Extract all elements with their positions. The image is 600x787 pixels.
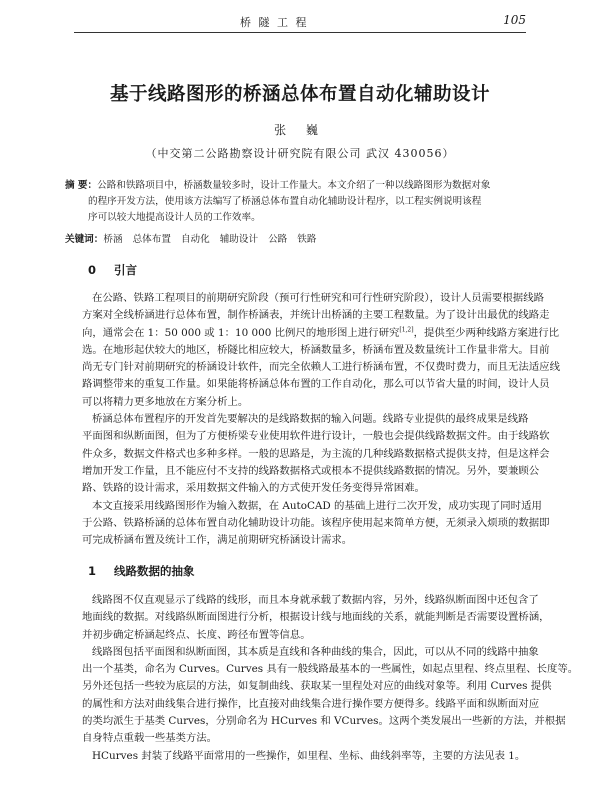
text-line: 出一个基类，命名为 Curves。Curves 具有一般线路最基本的一些属性，如起点里程、终点里程、长度等。 <box>82 663 579 676</box>
text-line: 路调整带来的重复工作量。如果能将桥涵总体布置的工作自动化，那么可以节省大量的时间，设计人员 <box>82 378 550 391</box>
keyword: 总体布置 <box>132 234 171 245</box>
text-line: 路、铁路的设计需求，采用数据文件输入的方式使开发任务变得异常困难。 <box>82 482 425 495</box>
abstract <box>65 178 540 226</box>
text-line: 方案对全线桥涵进行总体布置，制作桥涵表，并统计出桥涵的主要工程数量。为了设计出最优的线路走 <box>82 309 550 322</box>
text-line: 可以将精力更多地放在方案分析上。 <box>82 395 249 408</box>
section-number: 1 <box>88 564 97 578</box>
section-body-line-data <box>82 592 579 765</box>
section-title: 线路数据的抽象 <box>114 564 195 578</box>
text-line: 于公路、铁路桥涵的总体布置自动化辅助设计功能。该程序使用起来简单方便，无须录入烦琐的数据即 <box>82 516 550 529</box>
section-heading-line-data <box>88 563 195 579</box>
keyword: 辅助设计 <box>219 234 259 245</box>
text-line: 在公路、铁路工程项目的前期研究阶段（预可行性研究和可行性研究阶段），设计人员需要根据线路 <box>92 292 544 304</box>
text-line: 并初步确定桥涵起终点、长度、跨径布置等信息。 <box>82 628 311 641</box>
keywords-label: 关键词： <box>65 234 104 245</box>
text-line: 可完成桥涵布置及统计工作，满足前期研究桥涵设计需求。 <box>82 534 353 547</box>
section-heading-intro <box>88 262 137 278</box>
running-header <box>74 12 526 33</box>
abstract-label: 摘 要： <box>65 180 98 191</box>
affiliation: （中交第二公路勘察设计研究院有限公司 武汉 430056） <box>145 147 455 160</box>
author: 张 巍 <box>274 123 326 137</box>
citation: [1,2] <box>399 326 414 334</box>
text-line: 地面线的数据。对线路纵断面图进行分析，根据设计线与地面线的关系，就能判断是否需要设置桥涵， <box>82 611 550 624</box>
text-fragment: 向，通常会在 1：50 000 或 1：10 000 比例尺的地形图上进行研究 <box>82 326 400 339</box>
keywords <box>65 231 540 245</box>
section-body-intro <box>82 290 560 549</box>
text-line: 平面图和纵断面图，但为了方便桥梁专业使用软件进行设计，一般也会提供线路数据文件。由于线路软 <box>82 430 550 443</box>
abstract-line: 序可以较大地提高设计人员的工作效率。 <box>88 212 261 223</box>
text-line: 的属性和方法对曲线集合进行操作，比直接对曲线集合进行操作要方便得多。线路平面和纵断面对应 <box>82 697 540 710</box>
journal-name: 桥 隧 工 程 <box>240 16 309 29</box>
text-line: 的类均派生于基类 Curves，分别命名为 HCurves 和 VCurves。这两个类发展出一些新的方法，并根据 <box>82 715 566 728</box>
paper-title: 基于线路图形的桥涵总体布置自动化辅助设计 <box>109 84 490 105</box>
text-line-with-citation <box>82 325 560 342</box>
text-line: 线路图包括平面图和纵断面图，其本质是直线和各种曲线的集合，因此，可以从不同的线路中抽象 <box>92 645 539 658</box>
section-number: 0 <box>88 263 97 277</box>
text-line: 本文直接采用线路图形作为输入数据，在 AutoCAD 的基础上进行二次开发，成功实现了同时适用 <box>92 499 542 512</box>
keyword: 铁路 <box>297 234 317 245</box>
section-title: 引言 <box>114 263 137 277</box>
keyword: 自动化 <box>180 234 210 245</box>
page-number: 105 <box>503 13 526 27</box>
abstract-line: 的程序开发方法，使用该方法编写了桥涵总体布置自动化辅助设计程序，以工程实例说明该程 <box>88 196 482 207</box>
text-line: HCurves 封装了线路平面常用的一些操作，如里程、坐标、曲线斜率等，主要的方法见表 1。 <box>92 749 526 762</box>
keyword: 桥涵 <box>103 234 123 245</box>
text-line: 选。在地形起伏较大的地区，桥隧比相应较大，桥涵数量多，桥涵布置及数量统计工作量非常大。目前 <box>82 343 550 356</box>
keyword: 公路 <box>268 234 288 245</box>
text-line: 尚无专门针对前期研究的桥涵设计软件，而完全依赖人工进行桥涵布置，不仅费时费力，而且无法适应线 <box>82 361 560 374</box>
text-fragment: ，提供至少两种线路方案进行比 <box>413 326 560 339</box>
text-line: 线路图不仅直观显示了线路的线形，而且本身就承载了数据内容，另外，线路纵断面图中还包含了 <box>92 594 539 606</box>
text-line: 件众多，数据文件格式也多种多样。一般的思路是，为主流的几种线路数据格式提供支持，但是这样会 <box>82 447 550 460</box>
abstract-line: 公路和铁路项目中，桥涵数量较多时，设计工作量大。本文介绍了一种以线路图形为数据对象 <box>97 180 491 191</box>
text-line: 增加开发工作量，且不能应付不支持的线路数据格式或根本不提供线路数据的情况。另外，要兼顾公 <box>82 464 540 477</box>
text-line: 桥涵总体布置程序的开发首先要解决的是线路数据的输入问题。线路专业提供的最终成果是线路 <box>92 413 529 426</box>
text-line: 另外还包括一些较为底层的方法，如复制曲线、获取某一里程处对应的曲线对象等。利用 Curves 提供 <box>82 680 552 693</box>
text-line: 自身特点重载一些基类方法。 <box>82 732 218 745</box>
